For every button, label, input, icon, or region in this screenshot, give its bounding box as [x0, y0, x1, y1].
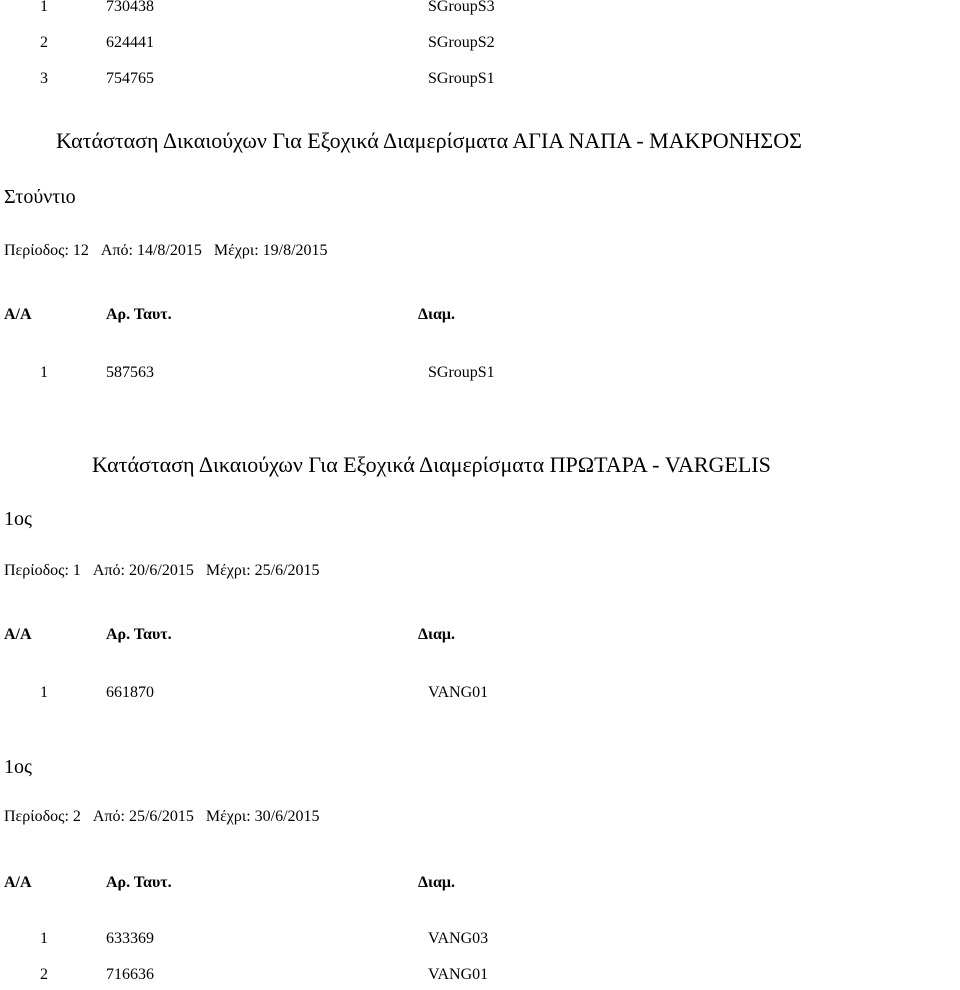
- table-row: [0, 34, 960, 58]
- group-code: SGroupS1: [428, 70, 495, 87]
- section-title: Κατάσταση Δικαιούχων Για Εξοχικά Διαμερίσματα ΠΡΩΤΑΡΑ - VARGELIS: [92, 452, 771, 477]
- header-apartment: Διαμ.: [418, 626, 455, 643]
- row-number: 2: [40, 966, 48, 983]
- table-row: [0, 364, 960, 388]
- period-value: 2: [72, 808, 81, 825]
- from-date: 14/8/2015: [136, 242, 202, 259]
- from-label: Από:: [100, 242, 133, 259]
- header-aa: Α/Α: [4, 306, 32, 323]
- room-type: Στούντιο: [4, 186, 76, 208]
- from-date: 20/6/2015: [128, 562, 194, 579]
- section-title: Κατάσταση Δικαιούχων Για Εξοχικά Διαμερίσματα ΑΓΙΑ ΝΑΠΑ - ΜΑΚΡΟΝΗΣΟΣ: [56, 128, 802, 153]
- period-line: [4, 808, 324, 826]
- table-header: [0, 626, 960, 650]
- group-code: SGroupS1: [428, 364, 495, 381]
- header-aa: Α/Α: [4, 626, 32, 643]
- to-date: 19/8/2015: [262, 242, 328, 259]
- group-code: SGroupS3: [428, 0, 495, 15]
- id-number: 661870: [106, 684, 154, 701]
- to-date: 25/6/2015: [254, 562, 320, 579]
- id-number: 587563: [106, 364, 154, 381]
- period-label: Περίοδος:: [4, 808, 69, 825]
- to-label: Μέχρι:: [205, 808, 251, 825]
- row-number: 1: [40, 684, 48, 701]
- row-number: 1: [40, 364, 48, 381]
- from-label: Από:: [92, 562, 125, 579]
- header-apartment: Διαμ.: [418, 306, 455, 323]
- table-row: [0, 930, 960, 954]
- id-number: 730438: [106, 0, 154, 15]
- table-header: [0, 306, 960, 330]
- from-label: Από:: [92, 808, 125, 825]
- header-id: Αρ. Ταυτ.: [106, 626, 172, 643]
- group-code: SGroupS2: [428, 34, 495, 51]
- id-number: 633369: [106, 930, 154, 947]
- to-date: 30/6/2015: [254, 808, 320, 825]
- group-code: VANG01: [428, 684, 489, 701]
- period-value: 1: [72, 562, 81, 579]
- table-row: [0, 0, 960, 22]
- to-label: Μέχρι:: [205, 562, 251, 579]
- table-row: [0, 70, 960, 94]
- id-number: 716636: [106, 966, 154, 983]
- period-label: Περίοδος:: [4, 242, 69, 259]
- id-number: 754765: [106, 70, 154, 87]
- to-label: Μέχρι:: [213, 242, 259, 259]
- room-type: 1ος: [4, 508, 32, 530]
- row-number: 1: [40, 930, 48, 947]
- header-apartment: Διαμ.: [418, 874, 455, 891]
- period-value: 12: [72, 242, 89, 259]
- table-row: [0, 966, 960, 990]
- period-line: [4, 242, 332, 260]
- id-number: 624441: [106, 34, 154, 51]
- from-date: 25/6/2015: [128, 808, 194, 825]
- row-number: 1: [40, 0, 48, 15]
- room-type: 1ος: [4, 756, 32, 778]
- table-header: [0, 874, 960, 898]
- header-id: Αρ. Ταυτ.: [106, 874, 172, 891]
- table-row: [0, 684, 960, 708]
- row-number: 3: [40, 70, 48, 87]
- period-label: Περίοδος:: [4, 562, 69, 579]
- period-line: [4, 562, 324, 580]
- group-code: VANG01: [428, 966, 489, 983]
- row-number: 2: [40, 34, 48, 51]
- group-code: VANG03: [428, 930, 489, 947]
- header-aa: Α/Α: [4, 874, 32, 891]
- header-id: Αρ. Ταυτ.: [106, 306, 172, 323]
